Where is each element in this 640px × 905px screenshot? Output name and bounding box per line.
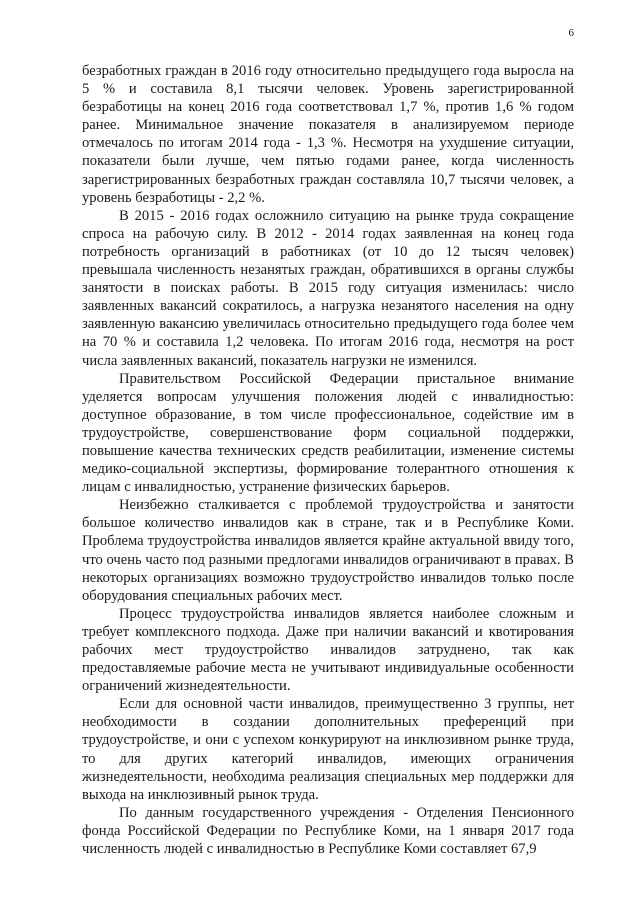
paragraph-government-attention: Правительством Российской Федерации пристальное внимание уделяется вопросам улучшения положения людей с инвалидностью: доступное образование, в том числе профессиональное, содействие им в трудоустройстве, совершенствование форм социальной поддержки, повышение качества технических средств реабилитации, изменение системы медико-социальной экспертизы, формирование толерантного отношения к лицам с инвалидностью, устранение физических барьеров. <box>82 370 574 496</box>
page-number: 6 <box>568 27 574 39</box>
paragraph-pension-fund-data: По данным государственного учреждения - Отделения Пенсионного фонда Российской Федерации по Республике Коми, на 1 января 2017 года численность людей с инвалидностью в Республике Коми составляет 67,9 <box>82 804 574 858</box>
document-body <box>82 62 574 858</box>
paragraph-special-measures: Если для основной части инвалидов, преимущественно 3 группы, нет необходимости в создании дополнительных преференций при трудоустройстве, и они с успехом конкурируют на инклюзивном рынке труда, то для других категорий инвалидов, имеющих ограничения жизнедеятельности, необходима реализация специальных мер поддержки для выхода на инклюзивный рынок труда. <box>82 696 574 803</box>
paragraph-labor-demand: В 2015 - 2016 годах осложнило ситуацию на рынке труда сокращение спроса на рабочую силу. В 2012 - 2014 годах заявленная на конец года потребность организаций в работниках (от 10 до 12 тысяч человек) превышала численность незанятых граждан, обратившихся в органы службы занятости в поисках работы. В 2015 году ситуация изменилась: число заявленных вакансий сократилось, а нагрузка незанятого населения на одну заявленную вакансию увеличилась относительно предыдущего года более чем на 70 % и составила 1,2 человека. По итогам 2016 года, несмотря на рост числа заявленных вакансий, показатель нагрузки не изменился. <box>82 207 574 369</box>
paragraph-employment-problem: Неизбежно сталкивается с проблемой трудоустройства и занятости большое количество инвалидов как в стране, так и в Республике Коми. Проблема трудоустройства инвалидов является крайне актуальной ввиду того, что очень часто под разными предлогами инвалидов ограничивают в правах. В некоторых организациях возможно трудоустройство инвалидов только после оборудования специальных рабочих мест. <box>82 497 574 604</box>
paragraph-unemployment-continued: безработных граждан в 2016 году относительно предыдущего года выросла на 5 % и составила 8,1 тысячи человек. Уровень зарегистрированной безработицы на конец 2016 года соответствовал 1,7 %, против 1,6 % годом ранее. Минимальное значение показателя в анализируемом периоде отмечалось по итогам 2014 года - 1,3 %. Несмотря на ухудшение ситуации, показатели были лучше, чем пятью годами ранее, когда численность зарегистрированных безработных граждан составляла 10,7 тысячи человек, а уровень безработицы - 2,2 %. <box>82 63 574 206</box>
paragraph-complex-approach: Процесс трудоустройства инвалидов является наиболее сложным и требует комплексного подхода. Даже при наличии вакансий и квотирования рабочих мест трудоустройство инвалидов затруднено, так как предоставляемые рабочие места не учитывают индивидуальные особенности ограничений жизнедеятельности. <box>82 605 574 695</box>
